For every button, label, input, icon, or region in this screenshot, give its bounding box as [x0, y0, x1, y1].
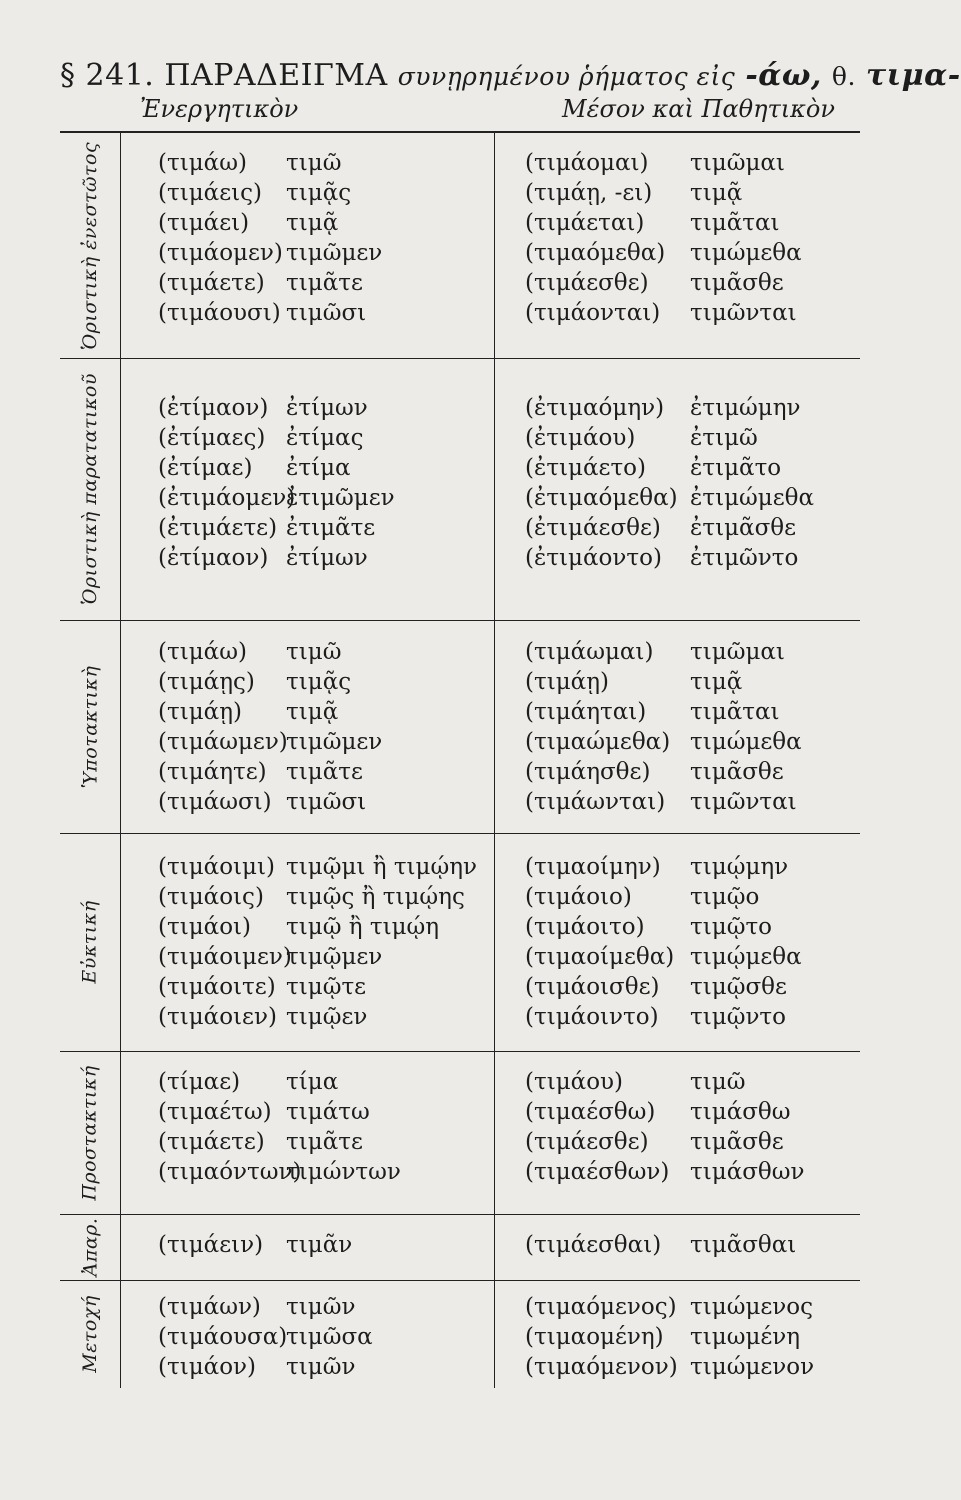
middle-contracted-form: τιμᾶται: [690, 699, 780, 725]
active-contracted-form: τιμᾶτε: [286, 1129, 363, 1155]
active-contracted-form: τιμάτω: [286, 1099, 370, 1125]
active-contracted-form: τιμῷεν: [286, 1004, 368, 1030]
active-uncontracted-form: (ἐτίμαες): [158, 425, 266, 451]
middle-uncontracted-form: (τιμαέσθων): [525, 1159, 670, 1185]
middle-uncontracted-form: (τιμαέσθω): [525, 1099, 656, 1125]
active-uncontracted-form: (τιμάοιμεν): [158, 944, 292, 970]
active-contracted-form: τιμᾶτε: [286, 759, 363, 785]
middle-contracted-form: τιμᾷ: [690, 180, 743, 206]
section-number: § 241.: [60, 58, 155, 93]
title-main: ΠΑΡΑΔΕΙΓΜΑ: [164, 58, 388, 93]
middle-contracted-form: τιμῷτο: [690, 914, 773, 940]
mood-label: [60, 1051, 120, 1214]
active-uncontracted-form: (τιμάῃς): [158, 669, 255, 695]
active-contracted-form: τίμα: [286, 1069, 339, 1095]
mood-label: [60, 1280, 120, 1388]
middle-contracted-form: τιμῷσθε: [690, 974, 787, 1000]
active-contracted-form: τιμῶ: [286, 150, 342, 176]
middle-uncontracted-form: (τιμάῃ): [525, 669, 609, 695]
middle-contracted-form: τιμῴμην: [690, 854, 789, 880]
active-uncontracted-form: (τιμάομεν): [158, 240, 283, 266]
middle-contracted-form: τιμᾶσθε: [690, 1129, 784, 1155]
middle-contracted-form: ἐτιμῶ: [690, 425, 758, 451]
label-divider-rule: [120, 133, 121, 1388]
middle-passive-column-header: Μέσον καὶ Παθητικὸν: [562, 95, 835, 123]
active-contracted-form: ἐτίμων: [286, 395, 368, 421]
active-contracted-form: τιμᾷ: [286, 699, 339, 725]
middle-uncontracted-form: (ἐτιμάετο): [525, 455, 646, 481]
active-contracted-form: τιμῷτε: [286, 974, 367, 1000]
middle-uncontracted-form: (τιμάῃ, -ει): [525, 180, 653, 206]
active-uncontracted-form: (τιμαόντων): [158, 1159, 302, 1185]
active-contracted-form: ἐτιμᾶτε: [286, 515, 376, 541]
middle-uncontracted-form: (ἐτιμαόμην): [525, 395, 665, 421]
mood-separator-rule: [60, 620, 860, 621]
middle-uncontracted-form: (τιμάησθε): [525, 759, 651, 785]
active-contracted-form: τιμώντων: [286, 1159, 401, 1185]
active-uncontracted-form: (τιμάετε): [158, 1129, 265, 1155]
active-contracted-form: τιμῶσι: [286, 300, 367, 326]
active-uncontracted-form: (ἐτίμαον): [158, 395, 269, 421]
active-contracted-form: τιμῶμεν: [286, 729, 383, 755]
active-contracted-form: τιμῷμεν: [286, 944, 383, 970]
active-uncontracted-form: (τιμάῃ): [158, 699, 242, 725]
active-uncontracted-form: (τιμάοιτε): [158, 974, 276, 1000]
mood-separator-rule: [60, 833, 860, 834]
active-uncontracted-form: (τιμάετε): [158, 270, 265, 296]
active-uncontracted-form: (τιμάοιεν): [158, 1004, 277, 1030]
middle-uncontracted-form: (τιμαοίμην): [525, 854, 661, 880]
middle-contracted-form: τιμᾷ: [690, 669, 743, 695]
active-uncontracted-form: (τιμάουσι): [158, 300, 281, 326]
middle-uncontracted-form: (τιμάεσθε): [525, 1129, 649, 1155]
middle-contracted-form: τιμᾶσθε: [690, 270, 784, 296]
active-uncontracted-form: (τιμάητε): [158, 759, 267, 785]
active-contracted-form: τιμῶν: [286, 1294, 356, 1320]
middle-contracted-form: τιμῷο: [690, 884, 760, 910]
mood-separator-rule: [60, 1214, 860, 1215]
mood-label-text: Προστακτική: [79, 1064, 102, 1201]
middle-contracted-form: ἐτιμῶντο: [690, 545, 799, 571]
active-contracted-form: τιμᾶν: [286, 1232, 353, 1258]
title-theme-prefix: θ.: [831, 62, 856, 91]
mood-label-text: Εὐκτική: [79, 900, 101, 984]
middle-contracted-form: τιμῶμαι: [690, 150, 785, 176]
mood-separator-rule: [60, 1051, 860, 1052]
middle-contracted-form: ἐτιμᾶτο: [690, 455, 782, 481]
middle-uncontracted-form: (ἐτιμαόμεθα): [525, 485, 678, 511]
header-rule: [60, 131, 860, 133]
mood-separator-rule: [60, 358, 860, 359]
middle-uncontracted-form: (τιμάωμαι): [525, 639, 654, 665]
title-ending: -άω,: [745, 58, 822, 93]
middle-contracted-form: τιμῶ: [690, 1069, 746, 1095]
title-theme: τιμα-: [865, 58, 961, 93]
middle-contracted-form: τιμᾶσθαι: [690, 1232, 797, 1258]
middle-uncontracted-form: (τιμαοίμεθα): [525, 944, 675, 970]
mood-label: [60, 1214, 120, 1280]
active-uncontracted-form: (τιμάουσα): [158, 1324, 288, 1350]
middle-uncontracted-form: (τιμαόμενον): [525, 1354, 678, 1380]
middle-contracted-form: τιμάσθων: [690, 1159, 805, 1185]
active-uncontracted-form: (τιμάωσι): [158, 789, 272, 815]
middle-uncontracted-form: (τιμάονται): [525, 300, 661, 326]
active-uncontracted-form: (τιμάω): [158, 639, 247, 665]
active-contracted-form: τιμῶ: [286, 639, 342, 665]
active-column-header: Ἐνεργητικὸν: [140, 95, 299, 123]
middle-uncontracted-form: (τιμάου): [525, 1069, 623, 1095]
middle-contracted-form: τιμᾶται: [690, 210, 780, 236]
active-contracted-form: τιμῶν: [286, 1354, 356, 1380]
active-uncontracted-form: (τιμαέτω): [158, 1099, 272, 1125]
active-contracted-form: ἐτίμων: [286, 545, 368, 571]
active-uncontracted-form: (τιμάει): [158, 210, 250, 236]
mood-label: [60, 133, 120, 358]
middle-contracted-form: τιμᾶσθε: [690, 759, 784, 785]
page-title: [60, 58, 961, 93]
middle-uncontracted-form: (τιμάοιτο): [525, 914, 645, 940]
middle-uncontracted-form: (τιμαομένη): [525, 1324, 664, 1350]
middle-uncontracted-form: (τιμάοιντο): [525, 1004, 659, 1030]
active-uncontracted-form: (τιμάον): [158, 1354, 256, 1380]
middle-contracted-form: τιμῶνται: [690, 300, 797, 326]
middle-contracted-form: ἐτιμώμεθα: [690, 485, 815, 511]
active-uncontracted-form: (τιμάοις): [158, 884, 264, 910]
middle-contracted-form: τιμῶμαι: [690, 639, 785, 665]
middle-contracted-form: τιμώμεθα: [690, 729, 802, 755]
mood-label-text: Ὁριστικὴ παρατατικοῦ: [79, 373, 101, 605]
mood-label-text: Ὁριστικὴ ἐνεστῶτος: [79, 141, 101, 350]
active-uncontracted-form: (ἐτίμαε): [158, 455, 253, 481]
active-uncontracted-form: (τιμάωμεν): [158, 729, 288, 755]
mood-label-text: Ὑποτακτικὴ: [79, 665, 102, 788]
active-contracted-form: ἐτιμῶμεν: [286, 485, 395, 511]
middle-contracted-form: τιμάσθω: [690, 1099, 791, 1125]
middle-uncontracted-form: (τιμάηται): [525, 699, 647, 725]
active-uncontracted-form: (ἐτιμάετε): [158, 515, 278, 541]
active-contracted-form: ἐτίμα: [286, 455, 351, 481]
active-uncontracted-form: (τιμάοι): [158, 914, 252, 940]
middle-uncontracted-form: (ἐτιμάεσθε): [525, 515, 661, 541]
middle-uncontracted-form: (τιμάεται): [525, 210, 645, 236]
middle-uncontracted-form: (τιμαόμεθα): [525, 240, 666, 266]
active-contracted-form: τιμᾷς: [286, 669, 352, 695]
middle-uncontracted-form: (τιμάοισθε): [525, 974, 660, 1000]
active-contracted-form: τιμῶσα: [286, 1324, 373, 1350]
middle-contracted-form: τιμῴμεθα: [690, 944, 802, 970]
middle-uncontracted-form: (τιμάοιο): [525, 884, 632, 910]
active-contracted-form: τιμῶσι: [286, 789, 367, 815]
active-uncontracted-form: (τίμαε): [158, 1069, 241, 1095]
active-contracted-form: τιμῷ ἢ τιμῴη: [286, 914, 440, 940]
active-uncontracted-form: (τιμάοιμι): [158, 854, 275, 880]
active-contracted-form: ἐτίμας: [286, 425, 364, 451]
middle-contracted-form: ἐτιμᾶσθε: [690, 515, 797, 541]
middle-uncontracted-form: (ἐτιμάου): [525, 425, 636, 451]
voice-divider-rule: [494, 133, 495, 1388]
active-contracted-form: τιμῷμι ἢ τιμῴην: [286, 854, 478, 880]
middle-uncontracted-form: (τιμάωνται): [525, 789, 666, 815]
middle-contracted-form: τιμῶνται: [690, 789, 797, 815]
mood-label-text: Ἀπαρ.: [79, 1217, 101, 1277]
middle-uncontracted-form: (τιμαόμενος): [525, 1294, 677, 1320]
active-contracted-form: τιμᾷς: [286, 180, 352, 206]
middle-uncontracted-form: (τιμάομαι): [525, 150, 649, 176]
middle-uncontracted-form: (τιμάεσθε): [525, 270, 649, 296]
active-uncontracted-form: (τιμάεις): [158, 180, 262, 206]
active-uncontracted-form: (ἐτιμάομεν): [158, 485, 296, 511]
active-contracted-form: τιμᾶτε: [286, 270, 363, 296]
middle-contracted-form: ἐτιμώμην: [690, 395, 801, 421]
middle-uncontracted-form: (τιμάεσθαι): [525, 1232, 662, 1258]
active-contracted-form: τιμᾷ: [286, 210, 339, 236]
mood-label: [60, 620, 120, 833]
middle-contracted-form: τιμῷντο: [690, 1004, 786, 1030]
mood-label: [60, 833, 120, 1051]
middle-contracted-form: τιμώμεθα: [690, 240, 802, 266]
middle-contracted-form: τιμώμενος: [690, 1294, 814, 1320]
mood-label: [60, 358, 120, 620]
active-uncontracted-form: (τιμάων): [158, 1294, 261, 1320]
middle-uncontracted-form: (ἐτιμάοντο): [525, 545, 662, 571]
middle-contracted-form: τιμωμένη: [690, 1324, 801, 1350]
title-rest: συνῃρημένου ῥήματος εἰς: [397, 62, 736, 91]
active-contracted-form: τιμῷς ἢ τιμῴης: [286, 884, 465, 910]
active-contracted-form: τιμῶμεν: [286, 240, 383, 266]
active-uncontracted-form: (τιμάειν): [158, 1232, 264, 1258]
middle-contracted-form: τιμώμενον: [690, 1354, 815, 1380]
active-uncontracted-form: (τιμάω): [158, 150, 247, 176]
middle-uncontracted-form: (τιμαώμεθα): [525, 729, 671, 755]
mood-separator-rule: [60, 1280, 860, 1281]
active-uncontracted-form: (ἐτίμαον): [158, 545, 269, 571]
mood-label-text: Μετοχή: [79, 1295, 101, 1373]
